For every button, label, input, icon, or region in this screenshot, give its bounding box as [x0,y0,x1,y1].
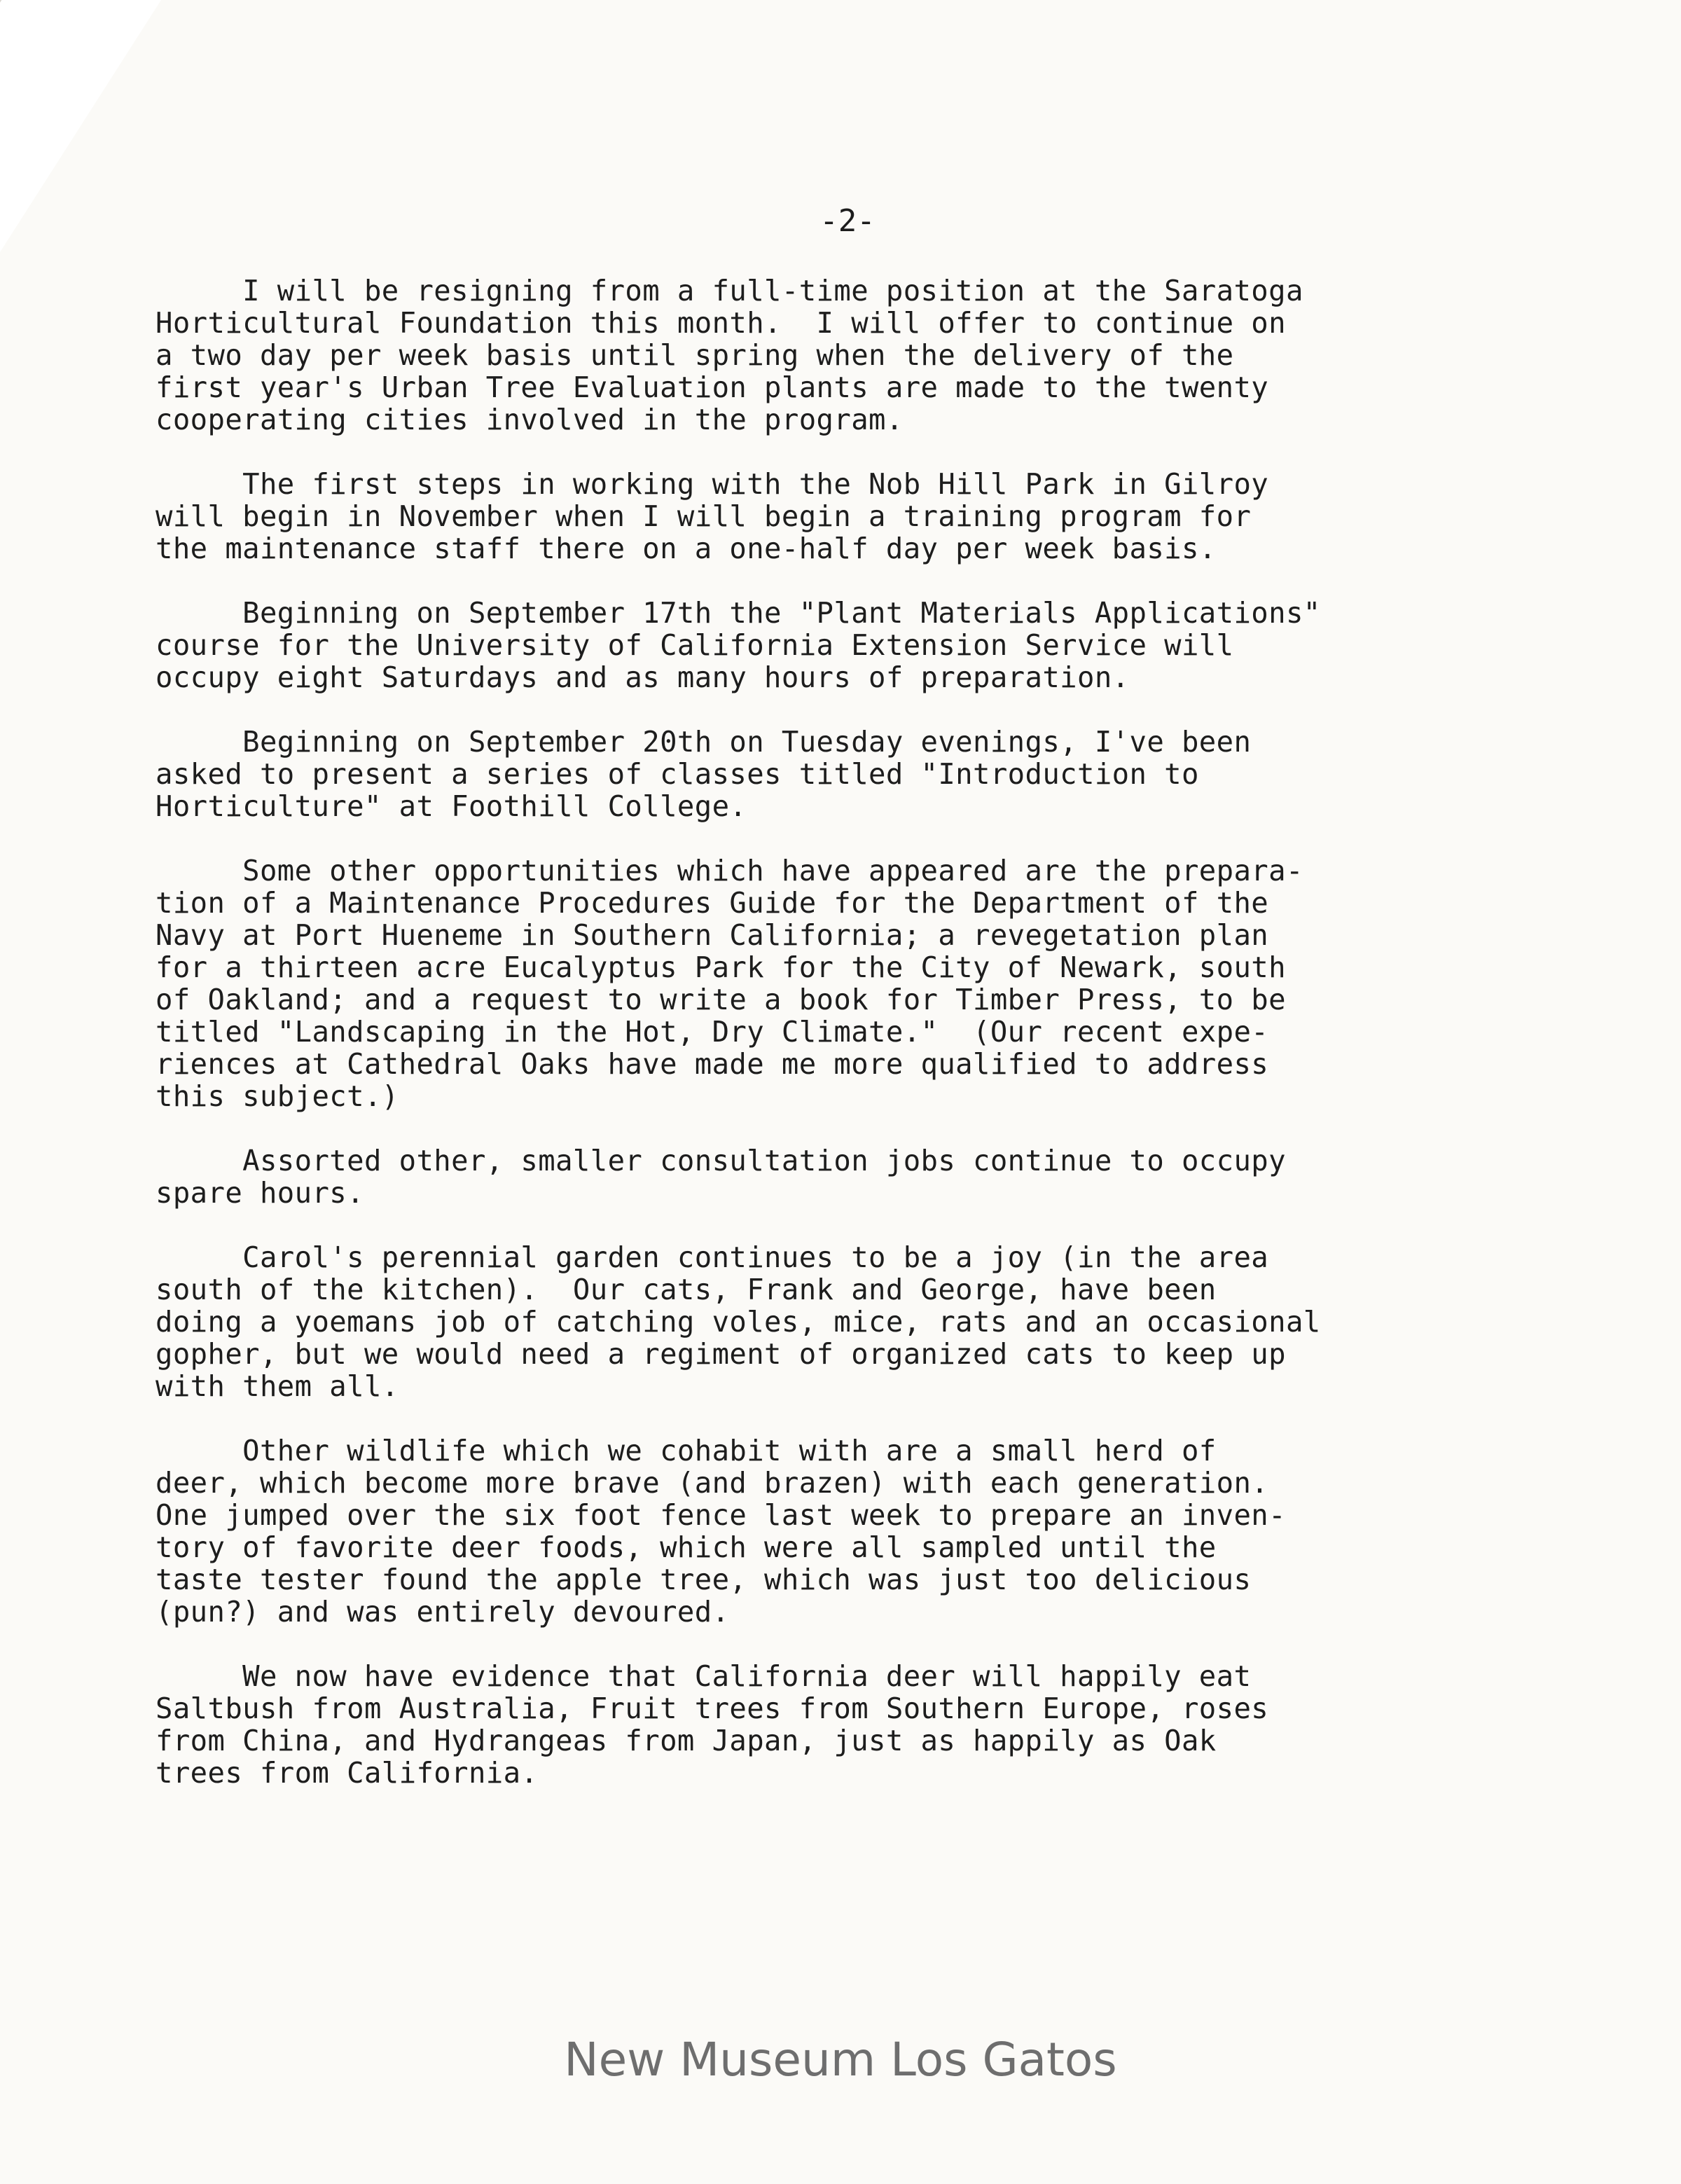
text-line: Saltbush from Australia, Fruit trees from Southern Europe, roses [155,1692,1269,1725]
text-line: a two day per week basis until spring when the delivery of the [155,338,1234,372]
text-line: doing a yoemans job of catching voles, mice, rats and an occasional [155,1305,1321,1339]
text-line: Carol's perennial garden continues to be a joy (in the area [155,1240,1269,1274]
text-line: occupy eight Saturdays and as many hours of preparation. [155,661,1130,694]
text-line: first year's Urban Tree Evaluation plants are made to the twenty [155,371,1269,404]
paragraph-opportunities [155,855,1556,1112]
text-line: with them all. [155,1369,399,1403]
text-line: Beginning on September 20th on Tuesday evenings, I've been [155,725,1252,759]
paragraph-consultation [155,1145,1556,1209]
text-line: riences at Cathedral Oaks have made me more qualified to address [155,1047,1269,1081]
text-line: of Oakland; and a request to write a book for Timber Press, to be [155,983,1286,1016]
text-line: cooperating cities involved in the program. [155,403,904,436]
paragraph-resignation [155,275,1556,436]
text-line: trees from California. [155,1756,539,1790]
text-line: titled "Landscaping in the Hot, Dry Climate." (Our recent expe- [155,1015,1269,1049]
letter-body [155,275,1556,1821]
text-line: Navy at Port Hueneme in Southern California; a revegetation plan [155,918,1269,952]
text-line: spare hours. [155,1176,364,1210]
text-line: will begin in November when I will begin a training program for [155,499,1252,533]
text-line: I will be resigning from a full-time position at the Saratoga [155,274,1303,307]
paragraph-garden [155,1241,1556,1402]
text-line: Assorted other, smaller consultation jobs continue to occupy [155,1144,1286,1177]
text-line: the maintenance staff there on a one-half day per week basis. [155,532,1217,565]
paragraph-foothill [155,726,1556,822]
text-line: asked to present a series of classes titled "Introduction to [155,757,1199,791]
text-line: We now have evidence that California deer will happily eat [155,1659,1252,1693]
paragraph-wildlife [155,1435,1556,1628]
text-line: taste tester found the apple tree, which was just too delicious [155,1563,1252,1596]
text-line: tory of favorite deer foods, which were all sampled until the [155,1530,1217,1564]
paragraph-deer-evidence [155,1660,1556,1789]
text-line: Other wildlife which we cohabit with are a small herd of [155,1434,1217,1467]
text-line: Horticulture" at Foothill College. [155,789,747,823]
text-line: from China, and Hydrangeas from Japan, just as happily as Oak [155,1724,1217,1757]
folded-corner [0,0,161,252]
text-line: Some other opportunities which have appeared are the prepara- [155,854,1303,887]
text-line: deer, which become more brave (and brazen) with each generation. [155,1466,1269,1500]
text-line: gopher, but we would need a regiment of organized cats to keep up [155,1337,1286,1371]
museum-watermark: New Museum Los Gatos [564,2033,1117,2087]
text-line: tion of a Maintenance Procedures Guide for the Department of the [155,886,1269,920]
page-number: -2- [819,203,876,239]
text-line: this subject.) [155,1079,399,1113]
text-line: The first steps in working with the Nob Hill Park in Gilroy [155,467,1269,501]
text-line: Beginning on September 17th the "Plant Materials Applications" [155,596,1321,630]
text-line: (pun?) and was entirely devoured. [155,1595,730,1629]
text-line: south of the kitchen). Our cats, Frank and George, have been [155,1273,1217,1306]
paragraph-extension-course [155,597,1556,693]
text-line: for a thirteen acre Eucalyptus Park for the City of Newark, south [155,951,1286,984]
text-line: course for the University of California Extension Service will [155,628,1234,662]
text-line: Horticultural Foundation this month. I will offer to continue on [155,306,1286,340]
paragraph-gilroy [155,468,1556,565]
text-line: One jumped over the six foot fence last week to prepare an inven- [155,1498,1286,1532]
